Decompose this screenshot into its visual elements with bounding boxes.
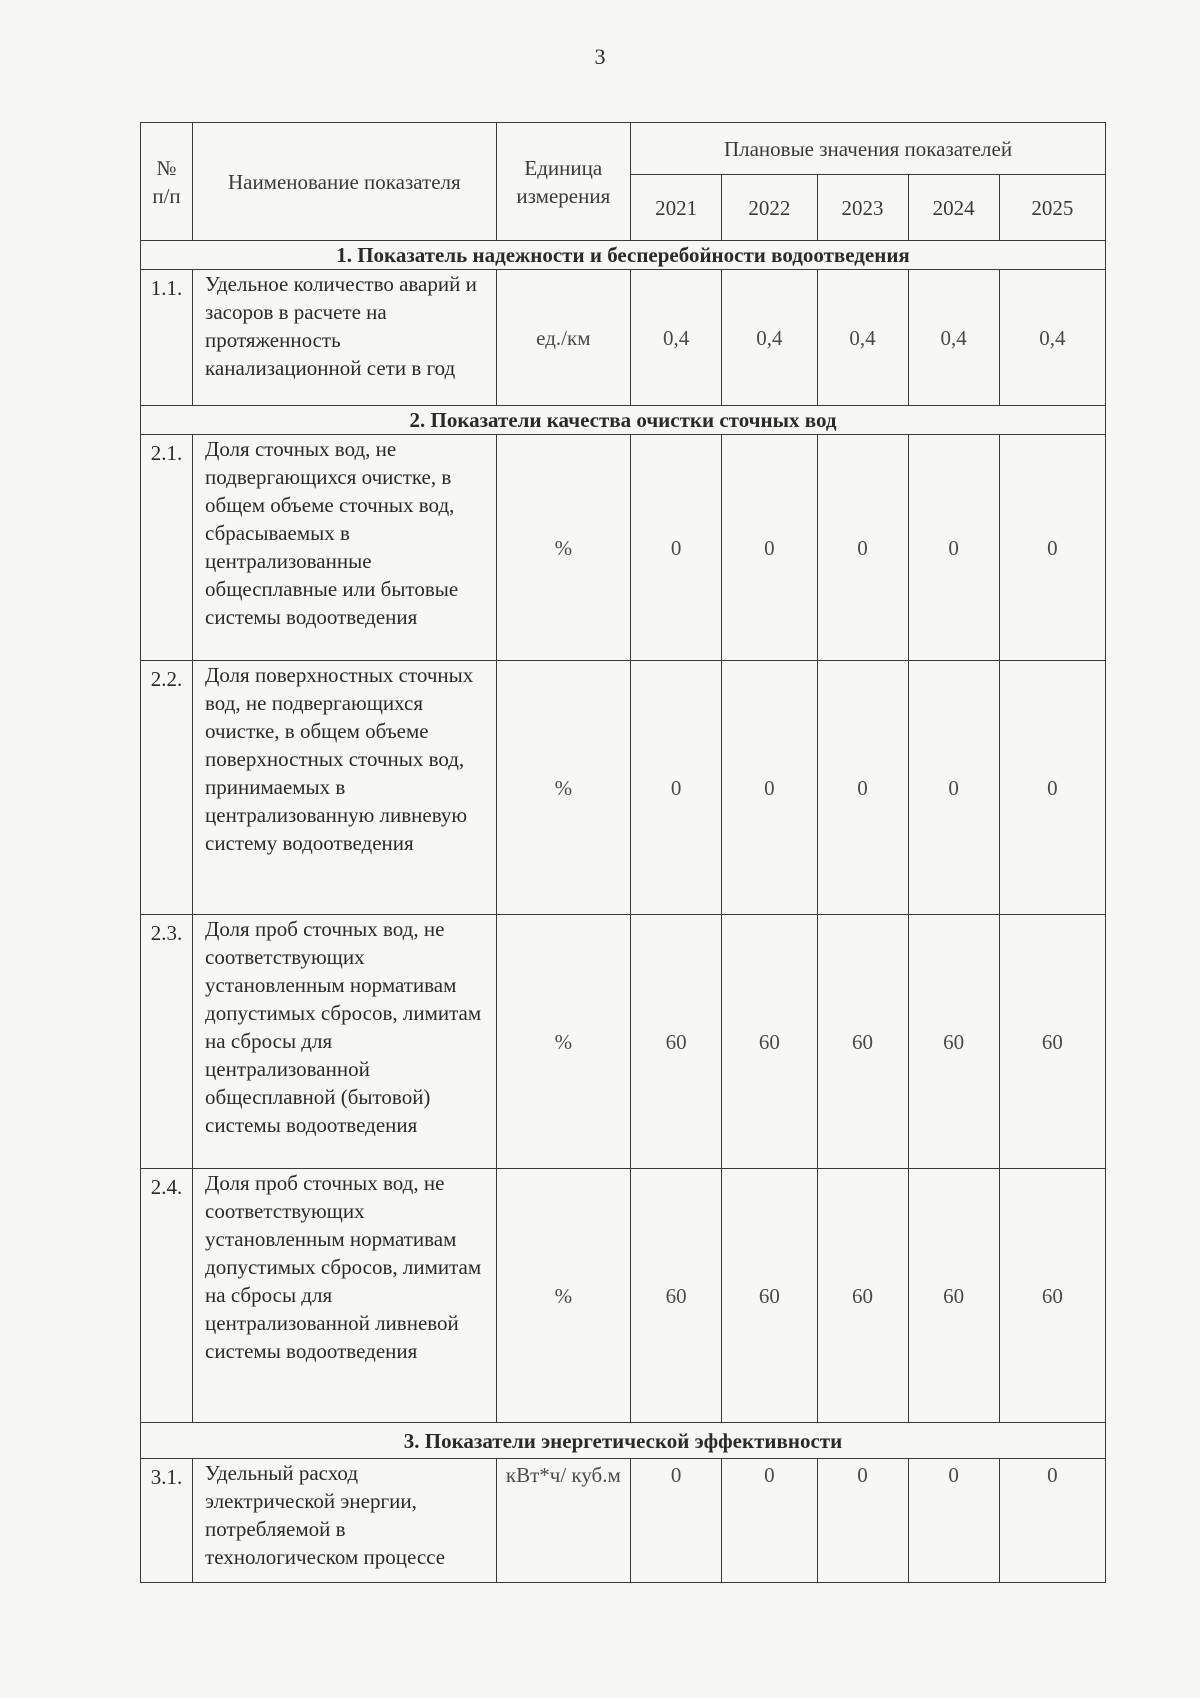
row-unit: ед./км	[496, 270, 630, 406]
table-row	[141, 661, 1106, 915]
row-number: 2.2.	[141, 661, 193, 915]
row-value: 0	[631, 661, 722, 915]
row-number: 2.1.	[141, 435, 193, 661]
header-year: 2024	[908, 175, 999, 241]
row-value: 60	[999, 915, 1105, 1169]
table-row	[141, 1459, 1106, 1583]
row-value: 0	[908, 435, 999, 661]
row-value: 0,4	[817, 270, 908, 406]
row-value: 0	[817, 1459, 908, 1583]
row-unit: %	[496, 1169, 630, 1423]
row-value: 0	[817, 435, 908, 661]
row-unit: %	[496, 661, 630, 915]
row-value: 0	[722, 661, 817, 915]
row-value: 0	[722, 1459, 817, 1583]
row-value: 0	[817, 661, 908, 915]
row-value: 60	[999, 1169, 1105, 1423]
row-unit: %	[496, 435, 630, 661]
table-row	[141, 435, 1106, 661]
row-value: 0,4	[631, 270, 722, 406]
row-value: 60	[908, 1169, 999, 1423]
table-row	[141, 270, 1106, 406]
row-value: 0	[631, 1459, 722, 1583]
row-value: 0	[722, 435, 817, 661]
row-name: Доля проб сточных вод, не соответствующих установленным нормативам допустимых сбросов, лимитам на сбросы для централизованной общесплавной (бытовой) системы водоотведения	[193, 915, 497, 1169]
row-value: 60	[631, 1169, 722, 1423]
row-value: 60	[631, 915, 722, 1169]
row-value: 60	[722, 1169, 817, 1423]
header-num: № п/п	[141, 123, 193, 241]
row-value: 60	[817, 1169, 908, 1423]
row-name: Удельное количество аварий и засоров в расчете на протяженность канализационной сети в год	[193, 270, 497, 406]
header-year: 2025	[999, 175, 1105, 241]
row-name: Удельный расход электрической энергии, потребляемой в технологическом процессе	[193, 1459, 497, 1583]
section-title: 1. Показатель надежности и бесперебойности водоотведения	[141, 241, 1106, 270]
row-number: 2.4.	[141, 1169, 193, 1423]
header-year: 2021	[631, 175, 722, 241]
header-name: Наименование показателя	[193, 123, 497, 241]
table-row	[141, 915, 1106, 1169]
row-name: Доля проб сточных вод, не соответствующих установленным нормативам допустимых сбросов, лимитам на сбросы для централизованной ливневой системы водоотведения	[193, 1169, 497, 1423]
row-number: 2.3.	[141, 915, 193, 1169]
section-row	[141, 406, 1106, 435]
row-unit: кВт*ч/ куб.м	[496, 1459, 630, 1583]
row-number: 3.1.	[141, 1459, 193, 1583]
section-title: 3. Показатели энергетической эффективности	[141, 1423, 1106, 1459]
section-title: 2. Показатели качества очистки сточных вод	[141, 406, 1106, 435]
row-value: 0,4	[999, 270, 1105, 406]
header-year: 2022	[722, 175, 817, 241]
section-row	[141, 241, 1106, 270]
row-value: 0,4	[908, 270, 999, 406]
row-unit: %	[496, 915, 630, 1169]
header-row-1	[141, 123, 1106, 175]
row-value: 60	[817, 915, 908, 1169]
row-value: 60	[722, 915, 817, 1169]
row-value: 0	[999, 1459, 1105, 1583]
row-name: Доля сточных вод, не подвергающихся очистке, в общем объеме сточных вод, сбрасываемых в централизованные общесплавные или бытовые системы водоотведения	[193, 435, 497, 661]
header-unit: Единица измерения	[496, 123, 630, 241]
row-value: 0	[908, 1459, 999, 1583]
row-name: Доля поверхностных сточных вод, не подвергающихся очистке, в общем объеме поверхностных сточных вод, принимаемых в централизованную ливневую систему водоотведения	[193, 661, 497, 915]
row-value: 0	[631, 435, 722, 661]
section-row	[141, 1423, 1106, 1459]
row-value: 0	[999, 435, 1105, 661]
page-number: 3	[594, 44, 606, 69]
header-year: 2023	[817, 175, 908, 241]
row-number: 1.1.	[141, 270, 193, 406]
indicators-table	[140, 122, 1106, 1583]
row-value: 60	[908, 915, 999, 1169]
header-planned: Плановые значения показателей	[631, 123, 1106, 175]
row-value: 0,4	[722, 270, 817, 406]
table-row	[141, 1169, 1106, 1423]
row-value: 0	[908, 661, 999, 915]
row-value: 0	[999, 661, 1105, 915]
